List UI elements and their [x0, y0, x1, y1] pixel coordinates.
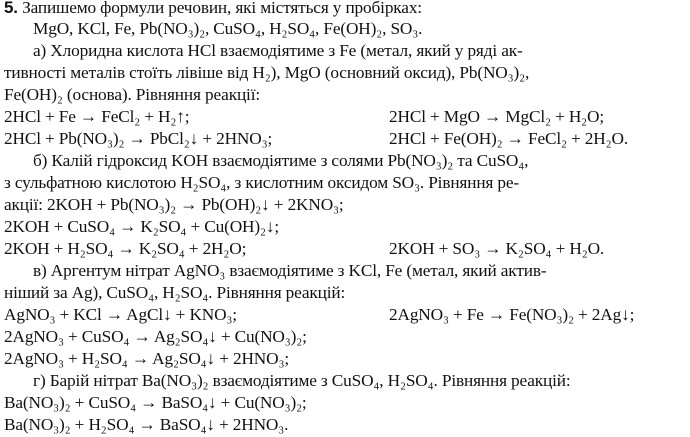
- part-b-text-2: з сульфатною кислотою H₂SO₄, з кислотним оксидом SO₃. Рівняння ре-: [4, 173, 520, 192]
- equation-g-1: Ba(NO₃)₂ + CuSO₄ → BaSO₄↓ + Cu(NO₃)₂;: [4, 393, 307, 412]
- equation-b-1: 2KOH + CuSO₄ → K₂SO₄ + Cu(OH)₂↓;: [4, 217, 279, 236]
- part-b-text-1: б) Калій гідроксид KOH взаємодіятиме з солями Pb(NO₃)₂ та CuSO₄,: [33, 151, 529, 170]
- problem-header: [4, 0, 422, 18]
- equation-a-1: 2HCl + Fe → FeCl₂ + H₂↑;: [4, 107, 190, 126]
- equation-v-3: 2AgNO₃ + CuSO₄ → Ag₂SO₄↓ + Cu(NO₃)₂;: [4, 327, 307, 346]
- part-b-text-3: акції: 2KOH + Pb(NO₃)₂ → Pb(OH)₂↓ + 2KNO₃;: [4, 195, 344, 214]
- substances-list: MgO, KCl, Fe, Pb(NO₃)₂, CuSO₄, H₂SO₄, Fe(OH)₂, SO₃.: [33, 19, 423, 38]
- problem-number: 5.: [4, 0, 18, 17]
- problem-intro: Запишемо формули речовин, які містяться у пробірках:: [22, 0, 422, 17]
- equation-v-4: 2AgNO₃ + H₂SO₄ → Ag₂SO₄↓ + 2HNO₃;: [4, 349, 289, 368]
- equation-v-1: AgNO₃ + KCl → AgCl↓ + KNO₃;: [4, 305, 237, 324]
- part-a-text-1: а) Хлоридна кислота HCl взаємодіятиме з Fe (метал, який у ряді ак-: [33, 41, 523, 60]
- part-v-text-1: в) Аргентум нітрат AgNO₃ взаємодіятиме з KCl, Fe (метал, який актив-: [33, 261, 547, 280]
- equation-g-2: Ba(NO₃)₂ + H₂SO₄ → BaSO₄↓ + 2HNO₃.: [4, 415, 289, 434]
- part-v-text-2: ніший за Ag), CuSO₄, H₂SO₄. Рівняння реакцій:: [4, 283, 346, 302]
- equation-a-3: 2HCl + Pb(NO₃)₂ → PbCl₂↓ + 2HNO₃;: [4, 129, 273, 148]
- equation-b-2: 2KOH + H₂SO₄ → K₂SO₄ + 2H₂O;: [4, 239, 247, 258]
- equation-a-2: 2HCl + MgO → MgCl₂ + H₂O;: [389, 107, 605, 126]
- part-a-text-2: тивності металів стоїть лівіше від H₂), MgO (основний оксид), Pb(NO₃)₂,: [4, 63, 530, 82]
- equation-b-3: 2KOH + SO₃ → K₂SO₄ + H₂O.: [389, 239, 605, 258]
- part-a-text-3: Fe(OH)₂ (основа). Рівняння реакції:: [4, 85, 261, 104]
- equation-v-2: 2AgNO₃ + Fe → Fe(NO₃)₂ + 2Ag↓;: [389, 305, 635, 324]
- part-g-text-1: г) Барій нітрат Ba(NO₃)₂ взаємодіятиме з CuSO₄, H₂SO₄. Рівняння реакцій:: [33, 371, 571, 390]
- equation-a-4: 2HCl + Fe(OH)₂ → FeCl₂ + 2H₂O.: [389, 129, 628, 148]
